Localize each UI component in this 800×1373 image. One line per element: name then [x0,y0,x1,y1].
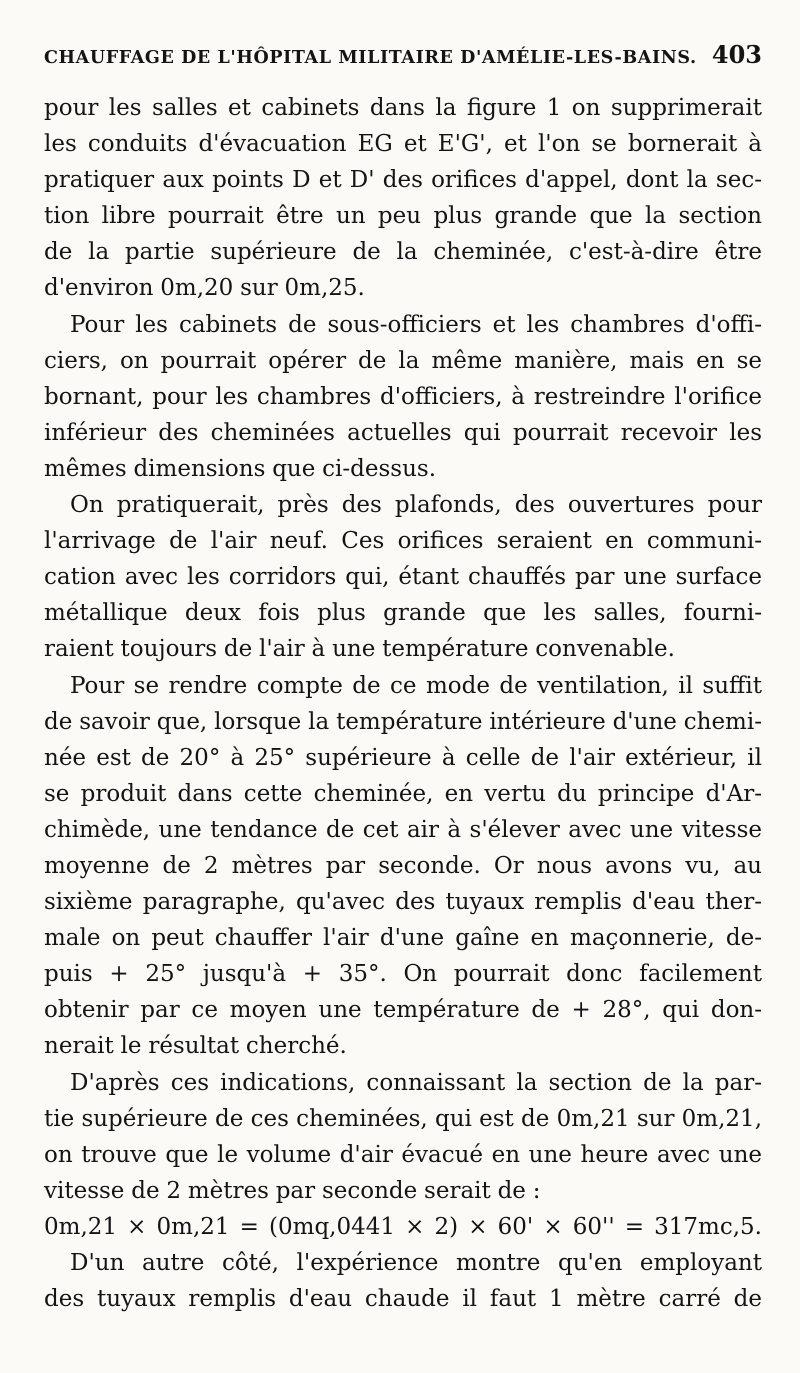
text-line: se produit dans cette cheminée, en vertu du principe d'Ar- [44,780,762,807]
text-line: pratiquer aux points D et D' des orifices d'appel, dont la sec- [44,167,762,194]
paragraph [44,1245,762,1317]
equation-line: 0m,21 × 0m,21 = (0mq,0441 × 2) × 60' × 60'' = 317mc,5. [44,1213,762,1240]
text-line: née est de 20° à 25° supérieure à celle de l'air extérieur, il [44,744,762,771]
text-line: puis + 25° jusqu'à + 35°. On pourrait donc facilement [44,961,762,988]
text-line: cation avec les corridors qui, étant chauffés par une surface [44,564,762,591]
text-line: raient toujours de l'air à une température convenable. [44,636,675,663]
text-line: On pratiquerait, près des plafonds, des ouvertures pour [70,492,762,519]
text-line: moyenne de 2 mètres par seconde. Or nous avons vu, au [44,852,762,879]
text-line: Pour les cabinets de sous-officiers et les chambres d'offi- [70,311,762,338]
text-line: tion libre pourrait être un peu plus grande que la section [44,203,762,230]
text-line: les conduits d'évacuation EG et E'G', et l'on se bornerait à [44,131,762,158]
running-head: CHAUFFAGE DE L'HÔPITAL MILITAIRE D'AMÉLIE-LES-BAINS. [44,48,697,68]
text-line: on trouve que le volume d'air évacué en une heure avec une [44,1141,762,1168]
text-line: mêmes dimensions que ci-dessus. [44,455,437,482]
text-line: de la partie supérieure de la cheminée, c'est-à-dire être [44,239,762,266]
paragraph [44,307,762,487]
page-body [44,90,762,1317]
text-line: D'après ces indications, connaissant la section de la par- [70,1069,762,1096]
text-line: pour les salles et cabinets dans la figure 1 on supprimerait [44,95,762,121]
text-line: tie supérieure de ces cheminées, qui est de 0m,21 sur 0m,21, [44,1105,762,1132]
text-line: des tuyaux remplis d'eau chaude il faut 1 mètre carré de [44,1286,762,1313]
text-line: ciers, on pourrait opérer de la même manière, mais en se [44,347,762,374]
text-line: nerait le résultat cherché. [44,1033,347,1060]
text-line: bornant, pour les chambres d'officiers, à restreindre l'orifice [44,383,762,410]
text-line: métallique deux fois plus grande que les salles, fourni- [44,600,762,627]
text-line: Pour se rendre compte de ce mode de ventilation, il suffit [70,672,762,699]
text-line: male on peut chauffer l'air d'une gaîne en maçonnerie, de- [44,925,762,952]
text-line: D'un autre côté, l'expérience montre qu'en employant [70,1250,762,1276]
text-line: chimède, une tendance de cet air à s'élever avec une vitesse [44,816,762,843]
paragraph [44,487,762,667]
paragraph [44,1065,762,1245]
text-line: obtenir par ce moyen une température de + 28°, qui don- [44,997,762,1024]
text-line: l'arrivage de l'air neuf. Ces orifices seraient en communi- [44,528,762,555]
page-header [44,40,762,84]
paragraph [44,668,762,1065]
page-number: 403 [711,40,762,69]
paragraph [44,90,762,307]
text-line: d'environ 0m,20 sur 0m,25. [44,275,365,302]
text-line: sixième paragraphe, qu'avec des tuyaux remplis d'eau ther- [44,889,762,916]
text-line: inférieur des cheminées actuelles qui pourrait recevoir les [44,419,762,446]
text-line: de savoir que, lorsque la température intérieure d'une chemi- [44,708,762,735]
text-line: vitesse de 2 mètres par seconde serait de : [44,1177,541,1204]
